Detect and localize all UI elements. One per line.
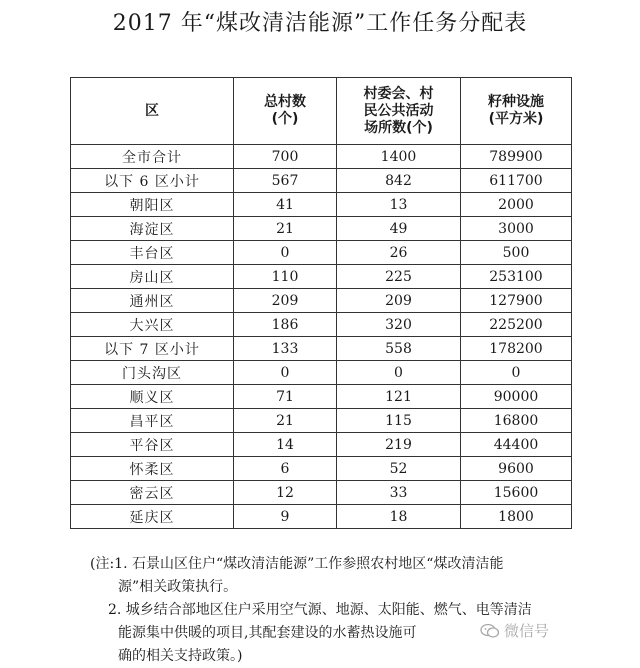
cell-seed-facilities: 3000: [461, 217, 572, 241]
cell-region: 平谷区: [71, 433, 234, 457]
cell-total-villages: 21: [234, 409, 337, 433]
cell-total-villages: 110: [234, 265, 337, 289]
watermark: [480, 620, 549, 641]
cell-region: 密云区: [71, 481, 234, 505]
cell-seed-facilities: 2000: [461, 193, 572, 217]
cell-public-venues: 320: [337, 313, 461, 337]
cell-region: 海淀区: [71, 217, 234, 241]
cell-total-villages: 9: [234, 505, 337, 529]
notes: [90, 553, 590, 668]
cell-public-venues: 225: [337, 265, 461, 289]
table-row: [71, 289, 572, 313]
cell-region: 大兴区: [71, 313, 234, 337]
cell-total-villages: 567: [234, 169, 337, 193]
cell-region: 通州区: [71, 289, 234, 313]
cell-public-venues: 49: [337, 217, 461, 241]
cell-seed-facilities: 789900: [461, 145, 572, 169]
cell-public-venues: 13: [337, 193, 461, 217]
table-row: [71, 337, 572, 361]
table-row: [71, 457, 572, 481]
cell-public-venues: 0: [337, 361, 461, 385]
note-1-line-1: (注:1. 石景山区住户“煤改清洁能源”工作参照农村地区“煤改清洁能: [90, 556, 504, 572]
cell-public-venues: 219: [337, 433, 461, 457]
table-row: [71, 433, 572, 457]
cell-region: 怀柔区: [71, 457, 234, 481]
cell-region: 房山区: [71, 265, 234, 289]
cell-region: 丰台区: [71, 241, 234, 265]
cell-public-venues: 842: [337, 169, 461, 193]
cell-total-villages: 209: [234, 289, 337, 313]
cell-seed-facilities: 178200: [461, 337, 572, 361]
table-row: [71, 385, 572, 409]
header-region: 区: [71, 78, 234, 145]
cell-region: 昌平区: [71, 409, 234, 433]
cell-region: 延庆区: [71, 505, 234, 529]
cell-public-venues: 18: [337, 505, 461, 529]
cell-region: 朝阳区: [71, 193, 234, 217]
cell-public-venues: 52: [337, 457, 461, 481]
cell-total-villages: 41: [234, 193, 337, 217]
cell-total-villages: 0: [234, 361, 337, 385]
cell-public-venues: 558: [337, 337, 461, 361]
table-row: [71, 409, 572, 433]
cell-region: 以下 7 区小计: [71, 337, 234, 361]
note-2-line-2: 能源集中供暖的项目,其配套建设的水蓄热设施可: [118, 625, 417, 641]
cell-seed-facilities: 15600: [461, 481, 572, 505]
cell-seed-facilities: 16800: [461, 409, 572, 433]
cell-seed-facilities: 1800: [461, 505, 572, 529]
table-row: [71, 265, 572, 289]
table-row: [71, 241, 572, 265]
cell-total-villages: 21: [234, 217, 337, 241]
cell-public-venues: 121: [337, 385, 461, 409]
table-row: [71, 505, 572, 529]
cell-seed-facilities: 127900: [461, 289, 572, 313]
cell-total-villages: 6: [234, 457, 337, 481]
note-1-line-2: 源”相关政策执行。: [118, 579, 238, 595]
table-row: [71, 145, 572, 169]
table-row: [71, 193, 572, 217]
table-body: [71, 145, 572, 529]
cell-seed-facilities: 225200: [461, 313, 572, 337]
cell-seed-facilities: 500: [461, 241, 572, 265]
cell-public-venues: 1400: [337, 145, 461, 169]
cell-seed-facilities: 611700: [461, 169, 572, 193]
allocation-table: [70, 77, 572, 529]
cell-total-villages: 186: [234, 313, 337, 337]
watermark-text: 微信号: [504, 622, 550, 640]
cell-seed-facilities: 90000: [461, 385, 572, 409]
table-row: [71, 481, 572, 505]
cell-region: 顺义区: [71, 385, 234, 409]
table-row: [71, 217, 572, 241]
cell-region: 全市合计: [71, 145, 234, 169]
header-total-villages: 总村数 (个): [234, 78, 337, 145]
table-row: [71, 361, 572, 385]
cell-seed-facilities: 253100: [461, 265, 572, 289]
note-2-line-3: 确的相关支持政策。): [118, 648, 243, 664]
cell-total-villages: 0: [234, 241, 337, 265]
cell-public-venues: 115: [337, 409, 461, 433]
cell-public-venues: 33: [337, 481, 461, 505]
note-2-line-1: 2. 城乡结合部地区住户采用空气源、地源、太阳能、燃气、电等清洁: [108, 602, 532, 618]
wechat-icon: [480, 623, 500, 639]
cell-total-villages: 71: [234, 385, 337, 409]
cell-region: 门头沟区: [71, 361, 234, 385]
cell-seed-facilities: 44400: [461, 433, 572, 457]
header-public-venues: 村委会、村 民公共活动 场所数(个): [337, 78, 461, 145]
page-title: 2017 年“煤改清洁能源”工作任务分配表: [112, 11, 528, 36]
cell-total-villages: 700: [234, 145, 337, 169]
header-seed-facilities: 籽种设施 (平方米): [461, 78, 572, 145]
table-header-row: [71, 78, 572, 145]
cell-total-villages: 133: [234, 337, 337, 361]
cell-total-villages: 12: [234, 481, 337, 505]
cell-total-villages: 14: [234, 433, 337, 457]
cell-region: 以下 6 区小计: [71, 169, 234, 193]
table-row: [71, 313, 572, 337]
cell-seed-facilities: 9600: [461, 457, 572, 481]
table-row: [71, 169, 572, 193]
cell-public-venues: 209: [337, 289, 461, 313]
cell-public-venues: 26: [337, 241, 461, 265]
cell-seed-facilities: 0: [461, 361, 572, 385]
